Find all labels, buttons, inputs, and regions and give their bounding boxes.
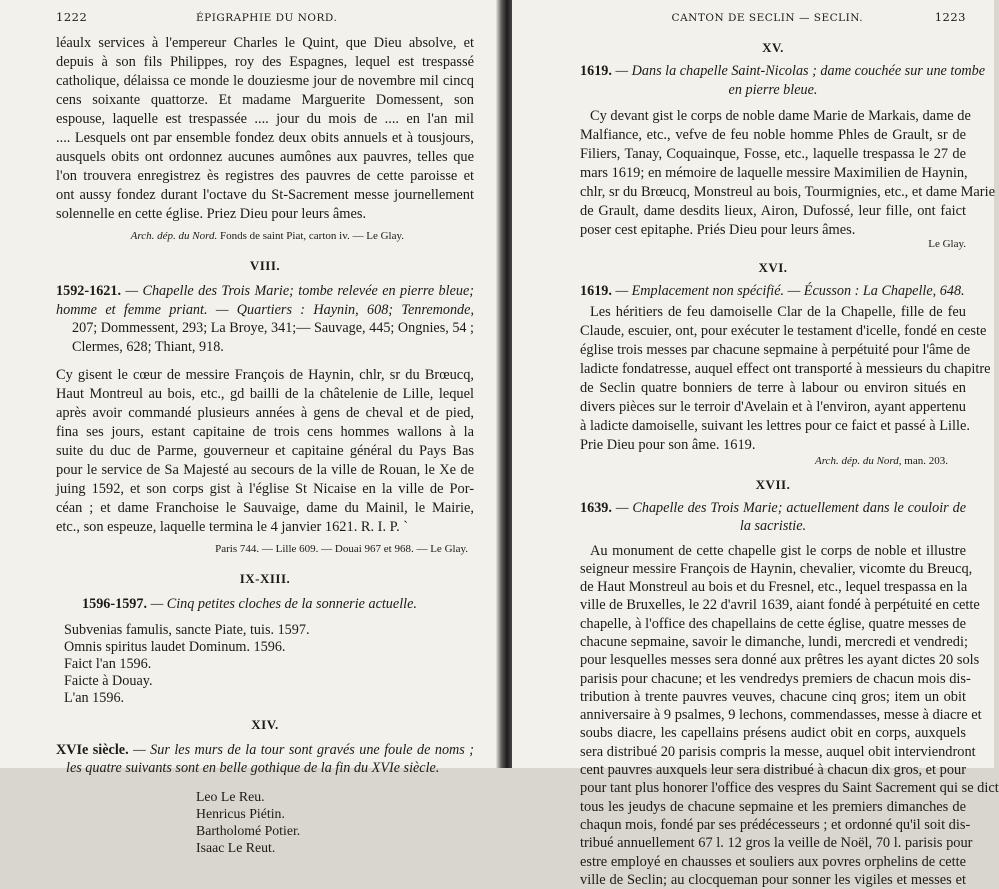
text-line: ville de Bruxelles, le 22 d'avril 1639, aiant fondé à perpétuité en cette — [580, 596, 966, 614]
left-running-head — [56, 10, 474, 32]
section-xvii-body — [580, 542, 966, 889]
right-head-title: CANTON DE SECLIN — SECLIN. — [672, 12, 864, 24]
text-line: chapelle, à l'office des chapellains de cette église, quatre messes de — [580, 615, 966, 633]
name-line: Isaac Le Reut. — [196, 839, 474, 856]
section-number-xvii: XVII. — [580, 477, 966, 493]
text-line: parisis pour chacune; et les vendredys premiers de chacun mois dis- — [580, 670, 966, 688]
right-page — [512, 0, 994, 768]
text-line: Cy devant gist le corps de noble dame Marie de Markais, dame de — [580, 107, 966, 126]
heading-line: les quatre suivants sont en belle gothique de la fin du XVIe siècle. — [56, 759, 474, 778]
text-line: seigneur messire François de Haynin, chevalier, vicomte du Breucq, — [580, 560, 966, 578]
section-xvi-heading — [580, 282, 966, 301]
text-line: estre employé en chausses et souliers aux povres orphelins de cette — [580, 853, 966, 871]
text-line: Claude, escuier, ont, pour exécuter le testament d'icelle, fondé en ceste — [580, 322, 966, 341]
text-line: chlr, sr du Brœucq, Monstreul au bois, Tourmignies, etc., et dame Marie — [580, 183, 966, 202]
text-line: ausquels obits ont ordonnez aucunes aumônes aux pauvres, telles que — [56, 148, 474, 167]
section-number-ix-xiii: IX-XIII. — [56, 571, 474, 587]
text-line: église trois messes par chacune sepmaine à perpétuité pour l'âme de — [580, 341, 966, 360]
verse-line: Faict l'an 1596. — [64, 656, 474, 673]
section-xiv-heading — [56, 741, 474, 778]
verse-line: Subvenias famulis, sancte Piate, tuis. 1597. — [64, 622, 474, 639]
text-line: tribution à trente pauvres veuves, chacune cinq gros; item un obit — [580, 688, 966, 706]
section-xv-citation: Le Glay. — [580, 236, 966, 252]
text-line: pour le service de Sa Majesté au secours de la ville de Rouan, le Xe de — [56, 461, 474, 480]
heading-line: 207; Dommessent, 293; La Broye, 341;— Sauvage, 445; Ongnies, 54 ; — [56, 319, 474, 338]
section-xvi-citation — [580, 453, 948, 469]
text-line: espouse, laquelle est trespassée .... jour du mois de .... en l'an mil — [56, 110, 474, 129]
text-line: tribué annuellement 67 l. 12 gros la veille de Noël, 70 l. parisis pour — [580, 834, 966, 852]
name-line: Leo Le Reu. — [196, 788, 474, 805]
verse-line: Faicte à Douay. — [64, 673, 474, 690]
intro-citation — [56, 228, 404, 244]
citation-detail: man. 203. — [904, 455, 948, 467]
text-line: de Seclin quatre bonniers de terre à labour ou environ situés en — [580, 379, 966, 398]
section-number-xv: XV. — [580, 40, 966, 56]
entry-date: 1619. — [580, 283, 612, 299]
text-line: sera distribué 20 parisis compris la messe, auquel obit interviendront — [580, 743, 966, 761]
text-line: cent pauvres auxquels leur sera distribué à chacun dix gros, et pour — [580, 761, 966, 779]
text-line: céan ; et dame Franchoise le Sauvaige, dame du Mainil, le Mairie, — [56, 499, 474, 518]
heading-line: homme et femme priant. — Quartiers : Haynin, 608; Tenremonde, — [56, 301, 474, 320]
name-line: Henricus Piétin. — [196, 805, 474, 822]
text-line: Cy gisent le cœur de messire François de Haynin, chlr, sr du Brœucq, — [56, 366, 474, 385]
text-line: Filiers, Tanay, Coquainque, Fosse, etc., laquelle trespassa le 27 de — [580, 145, 966, 164]
text-line: soubs diacre, les capellains présens audict obit en corps, auxquels — [580, 724, 966, 742]
citation-source: Arch. dép. du Nord, — [815, 455, 902, 467]
section-xvii-heading — [580, 499, 966, 536]
text-line: pour tant plus honorer l'office des vespres du Saint Sacrement qui se dict — [580, 779, 966, 797]
text-line: de Haut Monstreul au bois et du Fresnel, etc., lequel trespassa en la — [580, 578, 966, 596]
section-xv-heading — [580, 62, 966, 99]
section-viii-citation: Paris 744. — Lille 609. — Douai 967 et 968. — Le Glay. — [56, 541, 468, 557]
entry-date: 1619. — [580, 63, 612, 79]
text-line: catholique, délaissa ce monde le douziesme jour de novembre mil cincq — [56, 72, 474, 91]
text-line: pour lesquelles messes sera donné aux prêtres les ayant dictes 20 sols — [580, 651, 966, 669]
heading-line: — Chapelle des Trois Marie; tombe relevée en pierre bleue; — [125, 283, 474, 299]
entry-date: 1596-1597. — [82, 596, 147, 612]
entry-date: XVIe siècle. — [56, 742, 129, 758]
text-line: après avoir commandé plusieurs années à gens de cheval et de pied, — [56, 404, 474, 423]
text-line: Les héritiers de feu damoiselle Clar de la Chapelle, fille de feu — [580, 303, 966, 322]
citation-source: Arch. dép. du Nord. — [131, 230, 218, 242]
tower-names — [196, 788, 474, 856]
verse-line: Omnis spiritus laudet Dominum. 1596. — [64, 639, 474, 656]
text-line: l'on trouvera enregistrez ès registres des pauvres de cette paroisse et — [56, 167, 474, 186]
text-line: ont aussy fondez durant l'octave du St-Sacrement messe journellement — [56, 186, 474, 205]
text-line: chacune sepmaine, savoir le dimanche, lundi, mercredi et vendredi; — [580, 633, 966, 651]
text-line: cens soixante quattorze. Et madame Marguerite Domessent, son — [56, 91, 474, 110]
right-page-number: 1223 — [935, 10, 966, 24]
heading-line: — Chapelle des Trois Marie; actuellement dans le couloir de — [616, 500, 966, 516]
entry-date: 1592-1621. — [56, 283, 121, 299]
text-line: Malfiance, etc., vefve de feu noble homme Phles de Grault, sr de — [580, 126, 966, 145]
text-line: fina ses jours, estant capitaine de trois cens hommes wallons à la — [56, 423, 474, 442]
verse-line: L'an 1596. — [64, 690, 474, 707]
text-line: de Grault, dame desdits lieux, Airon, Dufossé, leur fille, ont faict — [580, 202, 966, 221]
entry-date: 1639. — [580, 500, 612, 516]
citation-detail: Fonds de saint Piat, carton iv. — Le Glay. — [220, 230, 404, 242]
text-line: Au monument de cette chapelle gist le corps de noble et illustre — [580, 542, 966, 560]
text-line: depuis à son fils Philippes, roy des Espagnes, lequel est trespassé — [56, 53, 474, 72]
heading-line: — Cinq petites cloches de la sonnerie actuelle. — [151, 596, 417, 612]
section-viii-body — [56, 366, 474, 537]
heading-line: — Sur les murs de la tour sont gravés une foule de noms ; — [133, 742, 474, 758]
text-line: tous les jeudys de chacune sepmaine et les premiers dimanches de — [580, 798, 966, 816]
section-number-xiv: XIV. — [56, 717, 474, 733]
text-line: etc., son espeuze, laquelle termina le 4 janvier 1621. R. I. P. ` — [56, 518, 474, 537]
heading-line: en pierre bleue. — [580, 81, 966, 100]
text-line: mars 1619; en mémoire de laquelle messire Maximilien de Haynin, — [580, 164, 966, 183]
text-line: anniversaire à 9 psalmes, 9 lechons, commendasses, messe à diacre et — [580, 706, 966, 724]
intro-paragraph — [56, 34, 474, 224]
right-running-head — [580, 10, 966, 32]
text-line: ville de Seclin; au clocqueman pour sonner les vigiles et messes et — [580, 871, 966, 889]
text-line: à ladicte damoiselle, suivant les lettres pour ce faict et passé à Lille. — [580, 417, 966, 436]
text-line: Haut Montreul au bois, etc., gd bailli de la châtelenie de Lille, lequel — [56, 385, 474, 404]
section-viii-heading — [56, 282, 474, 356]
bell-inscriptions — [64, 622, 474, 707]
section-ix-xiii-heading — [56, 595, 474, 614]
left-page — [0, 0, 500, 768]
section-number-xvi: XVI. — [580, 260, 966, 276]
text-line: divers pièces sur le terroir d'Avelain et à l'environ, ayant appertenu — [580, 398, 966, 417]
heading-line: — Dans la chapelle Saint-Nicolas ; dame couchée sur une tombe — [615, 63, 985, 79]
left-page-number: 1222 — [56, 10, 87, 24]
left-head-title: ÉPIGRAPHIE DU NORD. — [196, 12, 337, 24]
text-line: juing 1592, et son corps gist à l'église St Nicaise en la ville de Por- — [56, 480, 474, 499]
text-line: .... Lesquels ont par ensemble fondez deux obits annuels et à tousjours, — [56, 129, 474, 148]
heading-line: la sacristie. — [580, 517, 966, 536]
text-line: suite du duc de Parme, gouverneur et capitaine général du Pays Bas — [56, 442, 474, 461]
section-xv-body — [580, 107, 966, 240]
text-line: chaqun mois, fondé par ses prédécesseurs ; et ordonné qu'il soit dis- — [580, 816, 966, 834]
text-line: ladicte fondatresse, auquel effect ont transporté à messieurs du chapitre — [580, 360, 966, 379]
text-line: Prie Dieu pour son âme. 1619. — [580, 436, 966, 455]
section-xvi-body — [580, 303, 966, 455]
heading-line: Clermes, 628; Thiant, 918. — [56, 338, 474, 357]
text-line: solennelle en cette église. Priez Dieu pour leurs âmes. — [56, 205, 474, 224]
section-number-viii: VIII. — [56, 258, 474, 274]
text-line: poser cest epitaphe. Priés Dieu pour leurs âmes. — [580, 221, 966, 240]
heading-line: — Emplacement non spécifié. — Écusson : La Chapelle, 648. — [615, 283, 964, 299]
name-line: Bartholomé Potier. — [196, 822, 474, 839]
text-line: léaulx services à l'empereur Charles le Quint, que Dieu absolve, et — [56, 34, 474, 53]
